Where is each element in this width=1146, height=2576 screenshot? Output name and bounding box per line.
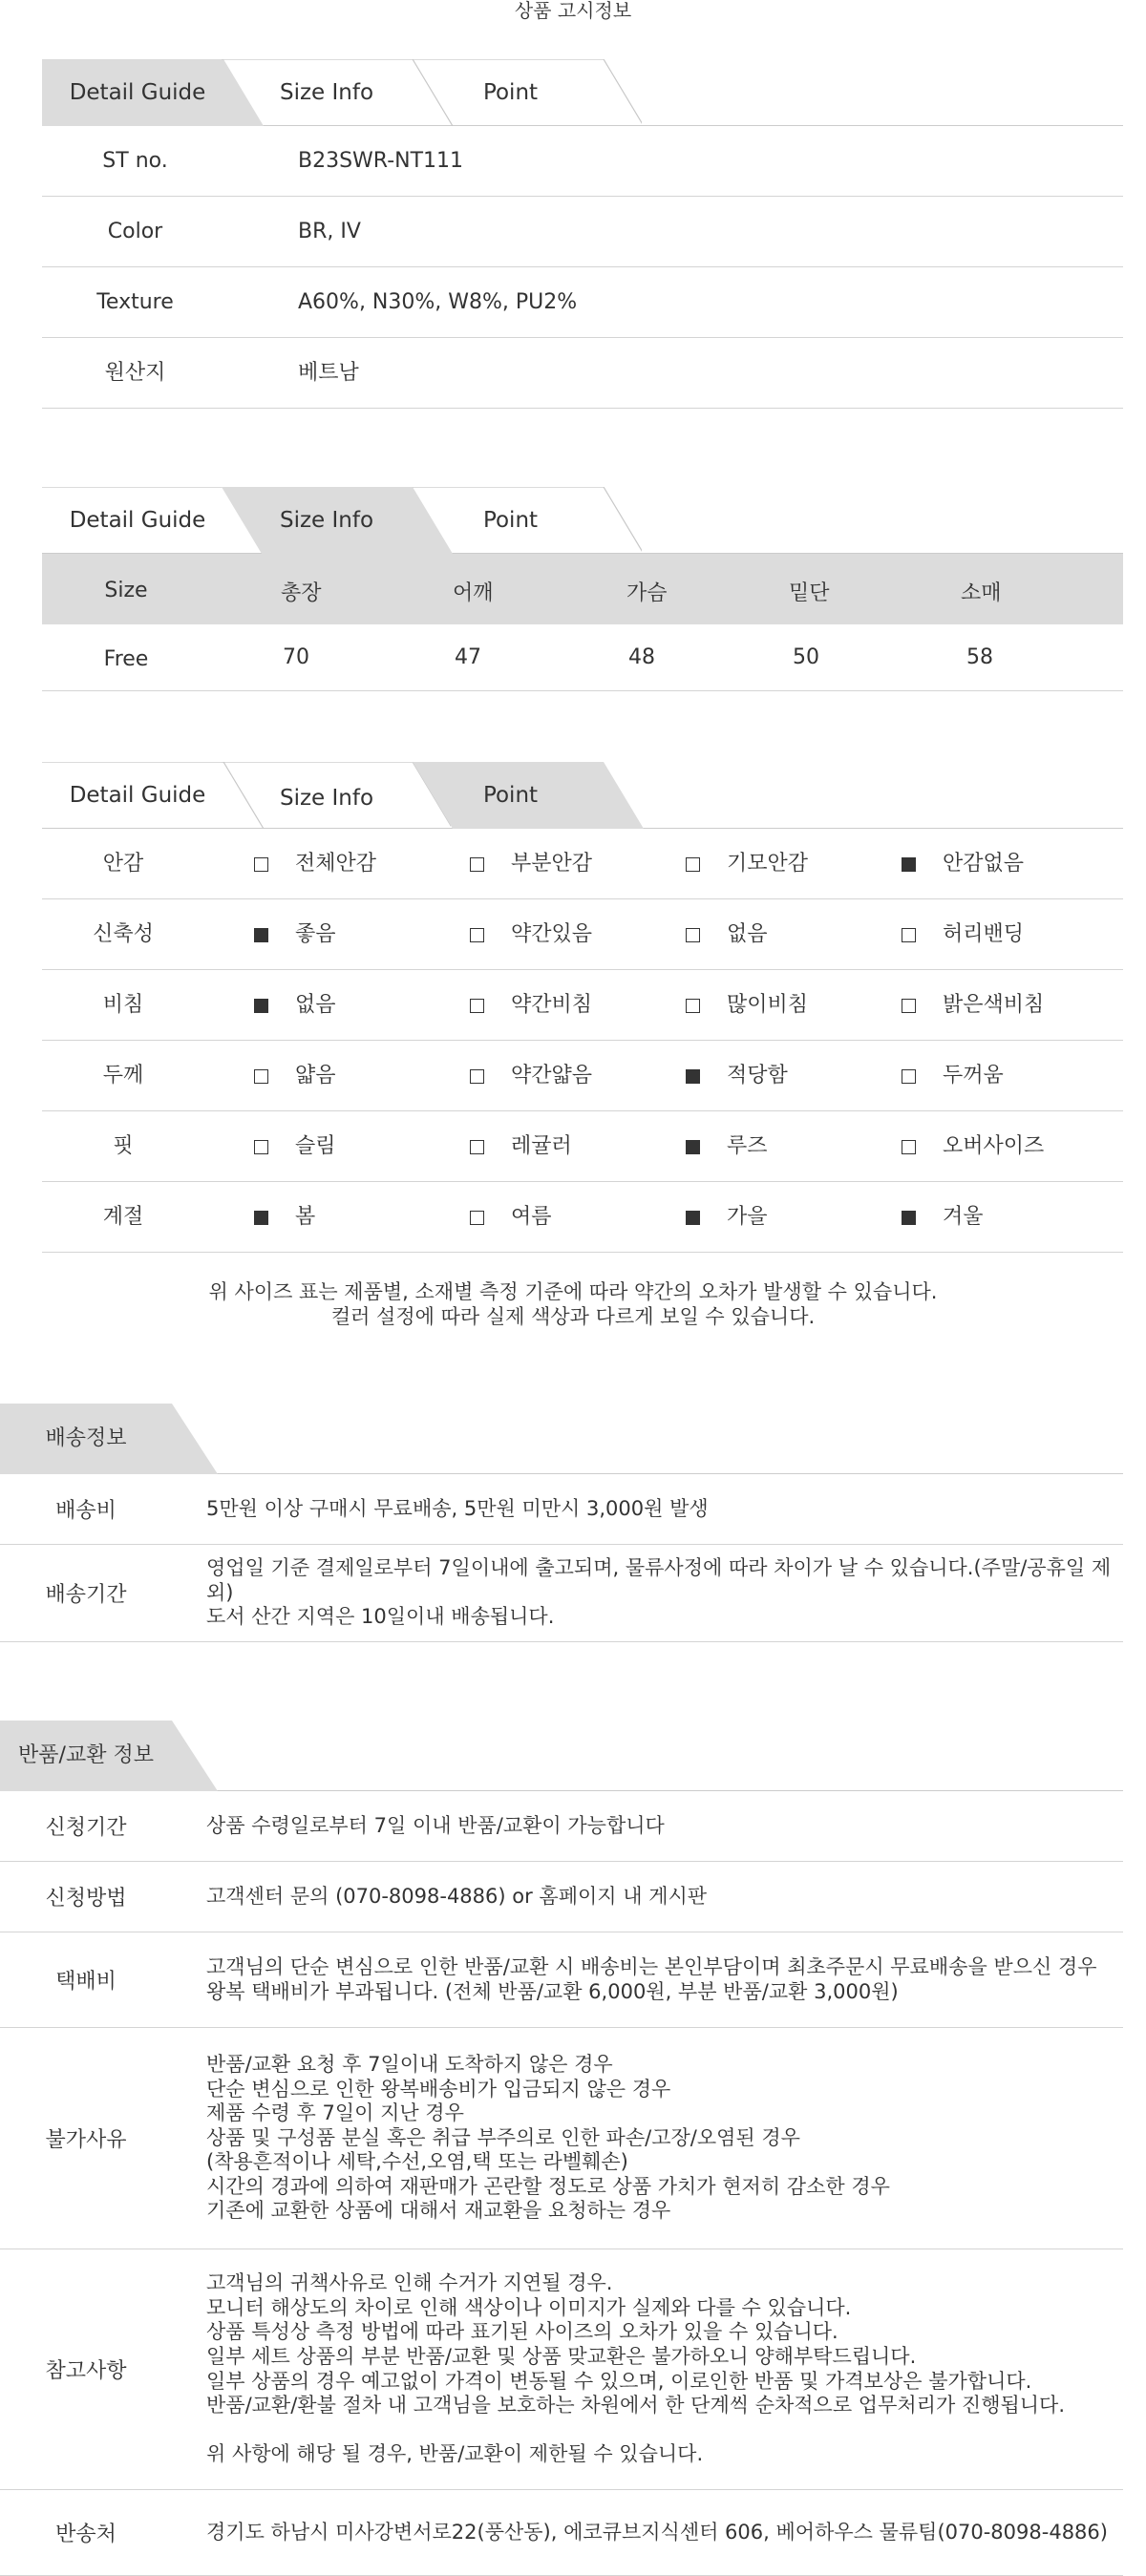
detail-label: 원산지 bbox=[104, 361, 166, 385]
point-option[interactable] bbox=[686, 1041, 877, 1111]
point-label: 두께 bbox=[102, 1064, 144, 1087]
point-option[interactable] bbox=[686, 1182, 877, 1253]
returns-value bbox=[206, 1862, 707, 1932]
tab-bar-point bbox=[42, 762, 1123, 829]
returns-value-line: 단순 변심으로 인한 왕복배송비가 입금되지 않은 경우 bbox=[206, 2077, 671, 2101]
point-option-label: 여름 bbox=[511, 1205, 552, 1229]
point-option[interactable] bbox=[470, 829, 661, 899]
detail-row bbox=[42, 338, 1123, 409]
point-option[interactable] bbox=[254, 829, 445, 899]
returns-label: 참고사항 bbox=[45, 2359, 127, 2383]
empty-box-icon[interactable] bbox=[254, 1069, 268, 1084]
point-option-label: 약간비침 bbox=[511, 993, 593, 1017]
tab-point[interactable] bbox=[413, 762, 661, 829]
point-option-label: 없음 bbox=[727, 922, 768, 946]
returns-value-line: 제품 수령 후 7일이 지난 경우 bbox=[206, 2101, 464, 2125]
detail-label: ST no. bbox=[102, 149, 168, 173]
shipping-row bbox=[0, 1545, 1123, 1642]
shipping-label: 배송기간 bbox=[45, 1583, 127, 1607]
point-option-label: 허리밴딩 bbox=[943, 922, 1025, 946]
checked-box-icon[interactable] bbox=[254, 1211, 268, 1225]
size-header: 총장 bbox=[281, 581, 322, 605]
size-cell: 47 bbox=[455, 645, 481, 669]
detail-label: Texture bbox=[96, 290, 174, 314]
point-row bbox=[42, 1111, 1123, 1182]
size-cell: 50 bbox=[793, 645, 819, 669]
point-option[interactable] bbox=[686, 1111, 877, 1182]
returns-label: 반송처 bbox=[55, 2523, 117, 2546]
empty-box-icon[interactable] bbox=[470, 857, 484, 872]
page-title: 상품 고시정보 bbox=[514, 0, 632, 22]
empty-box-icon[interactable] bbox=[470, 999, 484, 1013]
returns-value bbox=[206, 1791, 665, 1861]
detail-value: B23SWR-NT111 bbox=[298, 149, 464, 173]
returns-value-line: 고객센터 문의 (070-8098-4886) or 홈페이지 내 게시판 bbox=[206, 1884, 708, 1908]
returns-row bbox=[0, 1791, 1123, 1862]
point-option[interactable] bbox=[470, 1041, 661, 1111]
returns-value-line: 왕복 택배비가 부과됩니다. (전체 반품/교환 6,000원, 부분 반품/교환 3,000원) bbox=[206, 1979, 899, 2003]
tab-label: Size Info bbox=[279, 508, 374, 533]
returns-row bbox=[0, 1932, 1123, 2028]
shipping-value-line: 영업일 기준 결제일로부터 7일이내에 출고되며, 물류사정에 따라 차이가 날 수 있습니다.(주말/공휴일 제외) bbox=[206, 1556, 1112, 1604]
checked-box-icon[interactable] bbox=[686, 1069, 700, 1084]
returns-value-line: 모니터 해상도의 차이로 인해 색상이나 이미지가 실제와 다를 수 있습니다. bbox=[206, 2295, 852, 2319]
tab-label: Detail Guide bbox=[69, 80, 206, 105]
point-option[interactable] bbox=[902, 829, 1093, 899]
returns-value-line: 고객님의 귀책사유로 인해 수거가 지연될 경우. bbox=[206, 2271, 613, 2295]
point-row bbox=[42, 970, 1123, 1041]
empty-box-icon[interactable] bbox=[470, 928, 484, 942]
empty-box-icon[interactable] bbox=[686, 928, 700, 942]
detail-value: 베트남 bbox=[298, 361, 359, 385]
size-table-header bbox=[42, 554, 1123, 624]
point-row bbox=[42, 899, 1123, 970]
checked-box-icon[interactable] bbox=[254, 999, 268, 1013]
point-option[interactable] bbox=[686, 899, 877, 970]
shipping-title: 배송정보 bbox=[45, 1426, 127, 1450]
notice-line: 위 사이즈 표는 제품별, 소재별 측정 기준에 따라 약간의 오차가 발생할 수 있습니다. bbox=[208, 1280, 938, 1303]
point-option[interactable] bbox=[902, 1041, 1093, 1111]
point-option-label: 슬림 bbox=[295, 1134, 336, 1158]
point-label: 신축성 bbox=[93, 922, 154, 946]
notice-line: 컬러 설정에 따라 실제 색상과 다르게 보일 수 있습니다. bbox=[330, 1305, 816, 1328]
point-option-label: 겨울 bbox=[943, 1205, 984, 1229]
returns-row bbox=[0, 2028, 1123, 2249]
point-option-label: 기모안감 bbox=[727, 852, 809, 876]
point-row bbox=[42, 1041, 1123, 1111]
point-option[interactable] bbox=[686, 970, 877, 1041]
point-option[interactable] bbox=[254, 970, 445, 1041]
point-option-label: 밝은색비침 bbox=[943, 993, 1045, 1017]
empty-box-icon[interactable] bbox=[686, 857, 700, 872]
tab-label: Point bbox=[482, 783, 539, 808]
point-option-label: 얇음 bbox=[295, 1064, 336, 1087]
size-header: 밑단 bbox=[789, 581, 830, 605]
tab-label: Point bbox=[482, 80, 539, 105]
detail-row bbox=[42, 126, 1123, 197]
point-option-label: 전체안감 bbox=[295, 852, 377, 876]
detail-value: BR, IV bbox=[298, 220, 361, 243]
detail-value: A60%, N30%, W8%, PU2% bbox=[298, 290, 578, 314]
size-cell: 70 bbox=[283, 645, 309, 669]
point-option-label: 약간있음 bbox=[511, 922, 593, 946]
empty-box-icon[interactable] bbox=[686, 999, 700, 1013]
point-option[interactable] bbox=[902, 970, 1093, 1041]
point-row bbox=[42, 829, 1123, 899]
point-option-label: 레귤러 bbox=[511, 1134, 572, 1158]
tab-point[interactable] bbox=[413, 487, 642, 554]
point-option-label: 오버사이즈 bbox=[943, 1134, 1045, 1158]
returns-value-line: 고객님의 단순 변심으로 인한 반품/교환 시 배송비는 본인부담이며 최초주문시 무료배송을 받으신 경우 bbox=[206, 1954, 1097, 1978]
point-option-label: 봄 bbox=[295, 1205, 316, 1229]
returns-value-line: 일부 상품의 경우 예고없이 가격이 변동될 수 있으며, 이로인한 반품 및 가격보상은 불가합니다. bbox=[206, 2369, 1032, 2393]
point-option[interactable] bbox=[254, 1041, 445, 1111]
checked-box-icon[interactable] bbox=[686, 1211, 700, 1225]
returns-value-line bbox=[206, 2418, 1065, 2443]
point-option-label: 가을 bbox=[727, 1205, 768, 1229]
shipping-label: 배송비 bbox=[55, 1499, 117, 1523]
checked-box-icon[interactable] bbox=[902, 857, 916, 872]
returns-value-line: 반품/교환/환불 절차 내 고객님을 보호하는 차원에서 한 단계씩 순차적으로 업무처리가 진행됩니다. bbox=[206, 2394, 1066, 2418]
tab-point[interactable] bbox=[413, 59, 642, 126]
returns-value-line: 경기도 하남시 미사강변서로22(풍산동), 에코큐브지식센터 606, 베어하우스 물류팀(070-8098-4886) bbox=[206, 2520, 1108, 2544]
returns-value-line: 위 사항에 해당 될 경우, 반품/교환이 제한될 수 있습니다. bbox=[206, 2442, 704, 2466]
returns-value-line: 시간의 경과에 의하여 재판매가 곤란할 정도로 상품 가치가 현저히 감소한 경우 bbox=[206, 2174, 890, 2198]
empty-box-icon[interactable] bbox=[254, 857, 268, 872]
shipping-header bbox=[0, 1404, 1123, 1474]
empty-box-icon[interactable] bbox=[470, 1211, 484, 1225]
shipping-row bbox=[0, 1474, 1123, 1545]
point-option-label: 적당함 bbox=[727, 1064, 788, 1087]
size-header: 가슴 bbox=[626, 581, 668, 605]
point-option-label: 없음 bbox=[295, 993, 336, 1017]
returns-row bbox=[0, 2249, 1123, 2490]
tab-bar-size bbox=[42, 487, 1123, 554]
size-table-row bbox=[42, 624, 1123, 691]
size-cell: 48 bbox=[628, 645, 655, 669]
tab-label: Size Info bbox=[279, 786, 374, 811]
point-option-label: 두꺼움 bbox=[943, 1064, 1004, 1087]
returns-value bbox=[206, 2249, 1065, 2489]
checked-box-icon[interactable] bbox=[254, 928, 268, 942]
empty-box-icon[interactable] bbox=[902, 1140, 916, 1154]
point-option[interactable] bbox=[254, 1111, 445, 1182]
point-label: 안감 bbox=[102, 852, 144, 876]
point-option[interactable] bbox=[902, 1182, 1093, 1253]
returns-value-line: 기존에 교환한 상품에 대해서 재교환을 요청하는 경우 bbox=[206, 2199, 671, 2223]
point-label: 비침 bbox=[102, 993, 144, 1017]
point-label: 계절 bbox=[102, 1205, 144, 1229]
shipping-value bbox=[206, 1474, 709, 1544]
point-option[interactable] bbox=[902, 899, 1093, 970]
point-option[interactable] bbox=[470, 970, 661, 1041]
detail-row bbox=[42, 267, 1123, 338]
returns-row bbox=[0, 2490, 1123, 2576]
returns-label: 신청방법 bbox=[45, 1887, 127, 1911]
returns-label: 불가사유 bbox=[45, 2128, 127, 2152]
checked-box-icon[interactable] bbox=[902, 1211, 916, 1225]
size-header: Size bbox=[104, 579, 148, 602]
returns-value-line: 일부 세트 상품의 부분 반품/교환 및 상품 맞교환은 불가하오니 양해부탁드립니다. bbox=[206, 2344, 917, 2368]
size-header: 어깨 bbox=[453, 581, 494, 605]
point-option-label: 부분안감 bbox=[511, 852, 593, 876]
point-option[interactable] bbox=[254, 899, 445, 970]
returns-row bbox=[0, 1862, 1123, 1932]
returns-value-line: 반품/교환 요청 후 7일이내 도착하지 않은 경우 bbox=[206, 2052, 613, 2076]
size-cell: 58 bbox=[966, 645, 993, 669]
returns-label: 택배비 bbox=[55, 1970, 117, 1994]
point-option[interactable] bbox=[470, 1111, 661, 1182]
empty-box-icon[interactable] bbox=[902, 999, 916, 1013]
point-option-label: 많이비침 bbox=[727, 993, 809, 1017]
point-row bbox=[42, 1182, 1123, 1253]
point-option[interactable] bbox=[254, 1182, 445, 1253]
returns-header bbox=[0, 1721, 1123, 1791]
returns-label: 신청기간 bbox=[45, 1816, 127, 1840]
empty-box-icon[interactable] bbox=[902, 1069, 916, 1084]
size-header: 소매 bbox=[961, 581, 1002, 605]
shipping-value-line: 도서 산간 지역은 10일이내 배송됩니다. bbox=[206, 1605, 555, 1629]
point-option-label: 루즈 bbox=[727, 1134, 768, 1158]
shipping-value bbox=[206, 1545, 1123, 1641]
point-option[interactable] bbox=[470, 1182, 661, 1253]
returns-value-line: 상품 및 구성품 분실 혹은 취급 부주의로 인한 파손/고장/오염된 경우 bbox=[206, 2125, 800, 2149]
tab-bar-detail bbox=[42, 59, 1123, 126]
point-option-label: 약간얇음 bbox=[511, 1064, 593, 1087]
detail-row bbox=[42, 197, 1123, 267]
tab-label: Size Info bbox=[279, 80, 374, 105]
tab-label: Detail Guide bbox=[69, 783, 206, 808]
tab-label: Detail Guide bbox=[69, 508, 206, 533]
empty-box-icon[interactable] bbox=[254, 1140, 268, 1154]
returns-value bbox=[206, 1932, 1097, 2027]
size-cell: Free bbox=[103, 647, 149, 671]
returns-value bbox=[206, 2490, 1108, 2575]
tab-label: Point bbox=[482, 508, 539, 533]
returns-value-line: 상품 특성상 측정 방법에 따라 표기된 사이즈의 오차가 있을 수 있습니다. bbox=[206, 2320, 838, 2344]
empty-box-icon[interactable] bbox=[470, 1069, 484, 1084]
point-option[interactable] bbox=[902, 1111, 1093, 1182]
returns-value-line: (착용흔적이나 세탁,수선,오염,택 또는 라벨훼손) bbox=[206, 2150, 628, 2174]
empty-box-icon[interactable] bbox=[470, 1140, 484, 1154]
returns-title: 반품/교환 정보 bbox=[18, 1743, 154, 1767]
point-label: 핏 bbox=[113, 1134, 134, 1158]
checked-box-icon[interactable] bbox=[686, 1140, 700, 1154]
detail-label: Color bbox=[107, 220, 163, 243]
shipping-value-line: 5만원 이상 구매시 무료배송, 5만원 미만시 3,000원 발생 bbox=[206, 1496, 709, 1520]
point-option[interactable] bbox=[686, 829, 877, 899]
empty-box-icon[interactable] bbox=[902, 928, 916, 942]
point-option[interactable] bbox=[470, 899, 661, 970]
returns-value bbox=[206, 2028, 890, 2249]
point-option-label: 안감없음 bbox=[943, 852, 1025, 876]
point-option-label: 좋음 bbox=[295, 922, 336, 946]
returns-value-line: 상품 수령일로부터 7일 이내 반품/교환이 가능합니다 bbox=[206, 1813, 665, 1837]
